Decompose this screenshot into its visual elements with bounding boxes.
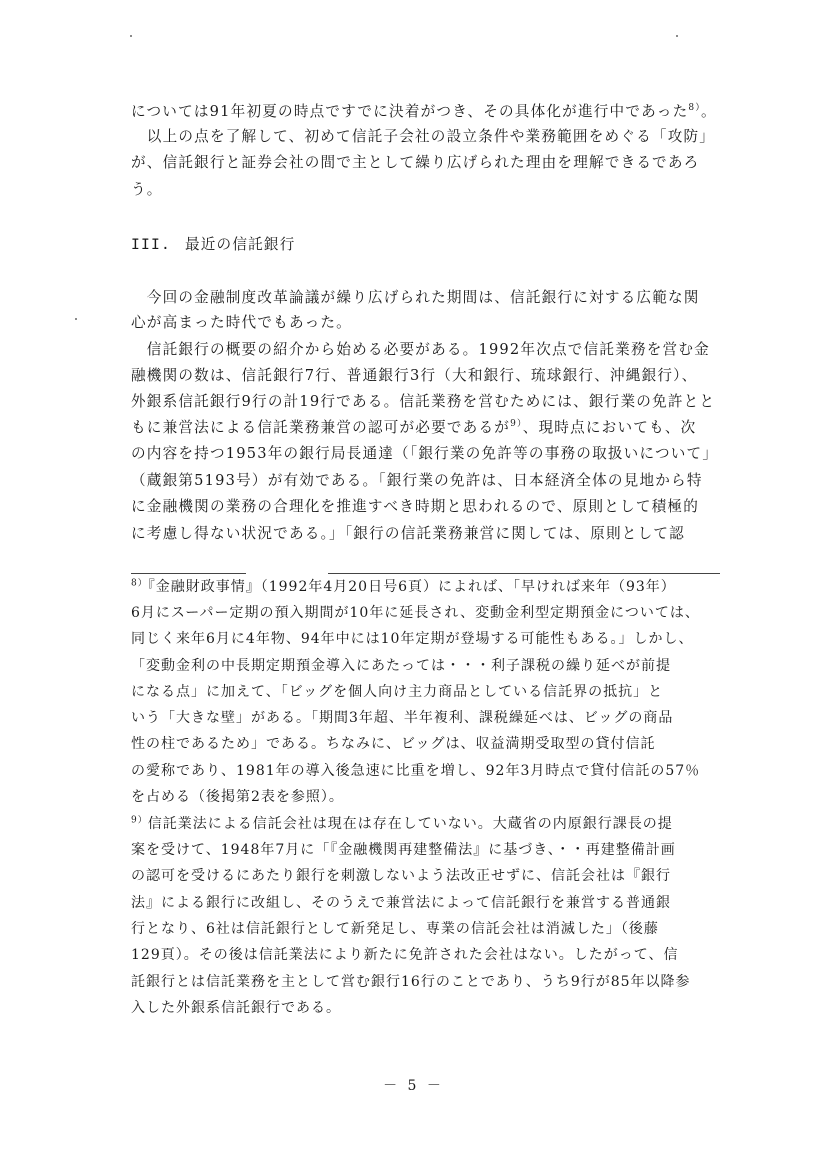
body-line: （蔵銀第5193号）が有効である。「銀行業の免許は、日本経済全体の見地から特 bbox=[131, 472, 703, 489]
body-line: が、信託銀行と証券会社の間で主として繰り広げられた理由を理解できるであろ bbox=[131, 154, 700, 171]
footnote-marker: 9） bbox=[131, 815, 148, 826]
footnote-rule bbox=[131, 573, 246, 574]
page-number: － 5 － bbox=[383, 1078, 444, 1094]
body-line: う。 bbox=[131, 181, 163, 198]
body-line: 今回の金融制度改革論議が繰り広げられた期間は、信託銀行に対する広範な関 bbox=[131, 289, 700, 306]
line-text-after: 、現時点においても、次 bbox=[522, 419, 697, 436]
body-line: 以上の点を了解して、初めて信託子会社の設立条件や業務範囲をめぐる「攻防」 bbox=[131, 128, 716, 145]
footnote-line: 性の柱であるため」である。ちなみに、ビッグは、収益満期受取型の貸付信託 bbox=[131, 736, 656, 752]
footnote-ref: 8） bbox=[688, 103, 702, 114]
footnote-line: 「変動金利の中長期定期預金導入にあたっては・・・利子課税の繰り延べが前提 bbox=[131, 658, 671, 674]
footnote-line: 129頁）。その後は信託業法により新たに免許された会社はない。したがって、信 bbox=[131, 947, 679, 963]
scan-speck bbox=[130, 35, 132, 37]
footnote-line: 法』による銀行に改組し、そのうえで兼営法によって信託銀行を兼営する普通銀 bbox=[131, 895, 671, 911]
footnote-line: いう「大きな壁」がある。「期間3年超、半年複利、課税繰延べは、ビッグの商品 bbox=[131, 710, 674, 726]
body-line: 外銀系信託銀行9行の計19行である。信託業務を営むためには、銀行業の免許とと bbox=[131, 393, 716, 410]
footnote-line: 同じく来年6月に4年物、94年中には10年定期が登場する可能性もある。」しかし、 bbox=[131, 631, 694, 647]
body-line bbox=[131, 418, 696, 438]
footnote-line: を占める（後掲第2表を参照）。 bbox=[131, 789, 344, 805]
scan-speck bbox=[75, 318, 77, 320]
footnote-line: 託銀行とは信託業務を主として営む銀行16行のことであり、うち9行が85年以降参 bbox=[131, 974, 691, 990]
section-heading bbox=[131, 233, 296, 254]
scan-speck bbox=[676, 35, 678, 37]
section-title: 最近の信託銀行 bbox=[184, 236, 296, 253]
line-text: もに兼営法による信託業務兼営の認可が必要であるが bbox=[131, 419, 511, 436]
body-line: に金融機関の業務の合理化を推進すべき時期と思われるので、原則として積極的 bbox=[131, 498, 699, 515]
section-number: III. bbox=[131, 236, 171, 253]
footnote-text: 信託業法による信託会社は現在は存在していない。大蔵省の内原銀行課長の提 bbox=[147, 816, 673, 832]
footnote-line: になる点」に加えて、「ビッグを個人向け主力商品としている信託界の抵抗」と bbox=[131, 684, 664, 700]
footnote-text: 『金融財政事情』（1992年4月20日号6頁）によれば、「早ければ来年（93年） bbox=[147, 579, 676, 595]
footnote-rule bbox=[328, 573, 720, 574]
body-line: 心が高まった時代でもあった。 bbox=[131, 314, 352, 331]
body-line: 融機関の数は、信託銀行7行、普通銀行3行（大和銀行、琉球銀行、沖縄銀行）、 bbox=[131, 367, 698, 384]
footnote-line bbox=[131, 577, 676, 597]
footnote-ref: 9） bbox=[510, 419, 523, 430]
footnote-line: の愛称であり、1981年の導入後急速に比重を増し、92年3月時点で貸付信託の57％ bbox=[131, 763, 701, 779]
body-line: 信託銀行の概要の紹介から始める必要がある。1992年次点で信託業務を営む金 bbox=[131, 341, 710, 358]
body-line: に考慮し得ない状況である。」「銀行の信託業務兼営に関しては、原則として認 bbox=[131, 525, 685, 542]
footnote-line: 案を受けて、1948年7月に「『金融機関再建整備法』に基づき、・・再建整備計画 bbox=[131, 842, 676, 858]
footnote-line: 入した外銀系信託銀行である。 bbox=[131, 1000, 341, 1016]
line-text-after: 。 bbox=[701, 103, 717, 120]
footnote-line: の認可を受けるにあたり銀行を刺激しないよう法改正せずに、信託会社は『銀行 bbox=[131, 868, 671, 884]
footnote-marker: 8） bbox=[131, 578, 148, 589]
line-text: については91年初夏の時点ですでに決着がつき、その具体化が進行中であった bbox=[131, 103, 689, 120]
footnote-line bbox=[131, 814, 673, 834]
footnote-line: 行となり、6社は信託銀行として新発足し、専業の信託会社は消滅した」（後藤 bbox=[131, 921, 659, 937]
footnote-line: 6月にスーパー定期の預入期間が10年に延長され、変動金利型定期預金については、 bbox=[131, 605, 700, 621]
body-line: の内容を持つ1953年の銀行局長通達（「銀行業の免許等の事務の取扱いについて」 bbox=[131, 445, 719, 462]
body-line bbox=[131, 102, 717, 122]
